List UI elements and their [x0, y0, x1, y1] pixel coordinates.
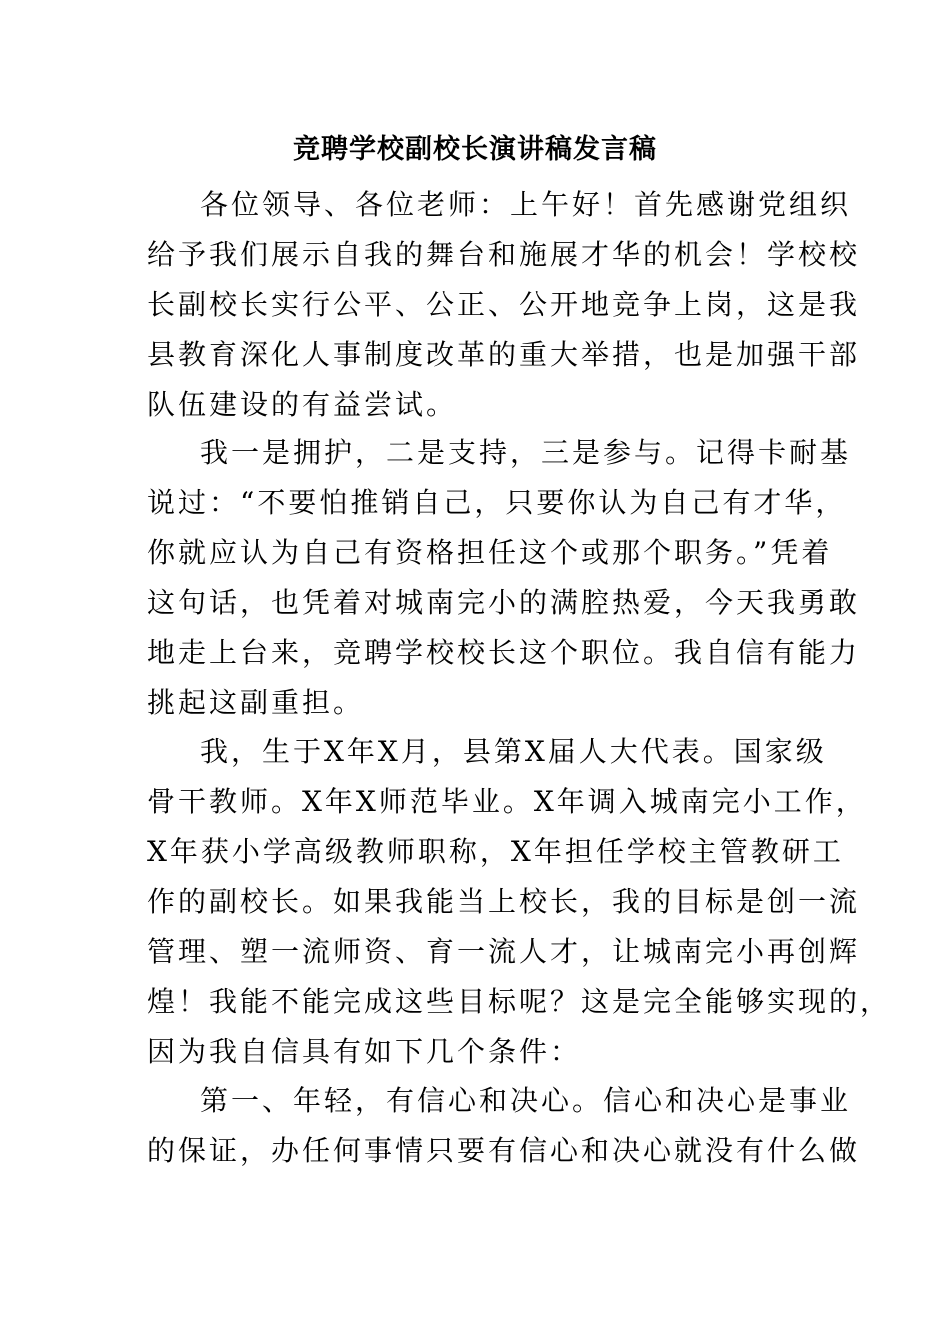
paragraph-line: 各位领导、各位老师：上午好！首先感谢党组织	[200, 188, 852, 221]
paragraph-line: 队伍建设的有益尝试。	[147, 388, 458, 421]
paragraph-line: 煌！我能不能完成这些目标呢？这是完全能够实现的，	[147, 985, 892, 1018]
paragraph-line: 第一、年轻，有信心和决心。信心和决心是事业	[200, 1084, 852, 1117]
paragraph-line: 你就应认为自己有资格担任这个或那个职务。”凭着	[147, 536, 833, 569]
paragraph-line: 挑起这副重担。	[147, 686, 365, 719]
document-title: 竞聘学校副校长演讲稿发言稿	[293, 134, 657, 165]
paragraph-line: 县教育深化人事制度改革的重大举措，也是加强干部	[147, 338, 861, 371]
paragraph-line: 我，生于X年X月，县第X届人大代表。国家级	[200, 735, 827, 768]
paragraph-line: 骨干教师。X年X师范毕业。X年调入城南完小工作，	[147, 785, 867, 818]
paragraph-line: 因为我自信具有如下几个条件：	[147, 1035, 582, 1068]
paragraph-line: 的保证，办任何事情只要有信心和决心就没有什么做	[147, 1134, 861, 1167]
paragraph-line: 作的副校长。如果我能当上校长，我的目标是创一流	[147, 885, 861, 918]
paragraph-line: 地走上台来，竞聘学校校长这个职位。我自信有能力	[147, 636, 861, 669]
paragraph-line: 管理、塑一流师资、育一流人才，让城南完小再创辉	[147, 935, 861, 968]
paragraph-line: 说过：“不要怕推销自己，只要你认为自己有才华，	[147, 486, 847, 519]
paragraph-line: 这句话，也凭着对城南完小的满腔热爱，今天我勇敢	[147, 586, 861, 619]
paragraph-line: X年获小学高级教师职称，X年担任学校主管教研工	[147, 835, 844, 868]
paragraph-line: 长副校长实行公平、公正、公开地竞争上岗，这是我	[147, 288, 861, 321]
paragraph-line: 我一是拥护，二是支持，三是参与。记得卡耐基	[200, 436, 852, 469]
paragraph-line: 给予我们展示自我的舞台和施展才华的机会！学校校	[147, 238, 861, 271]
